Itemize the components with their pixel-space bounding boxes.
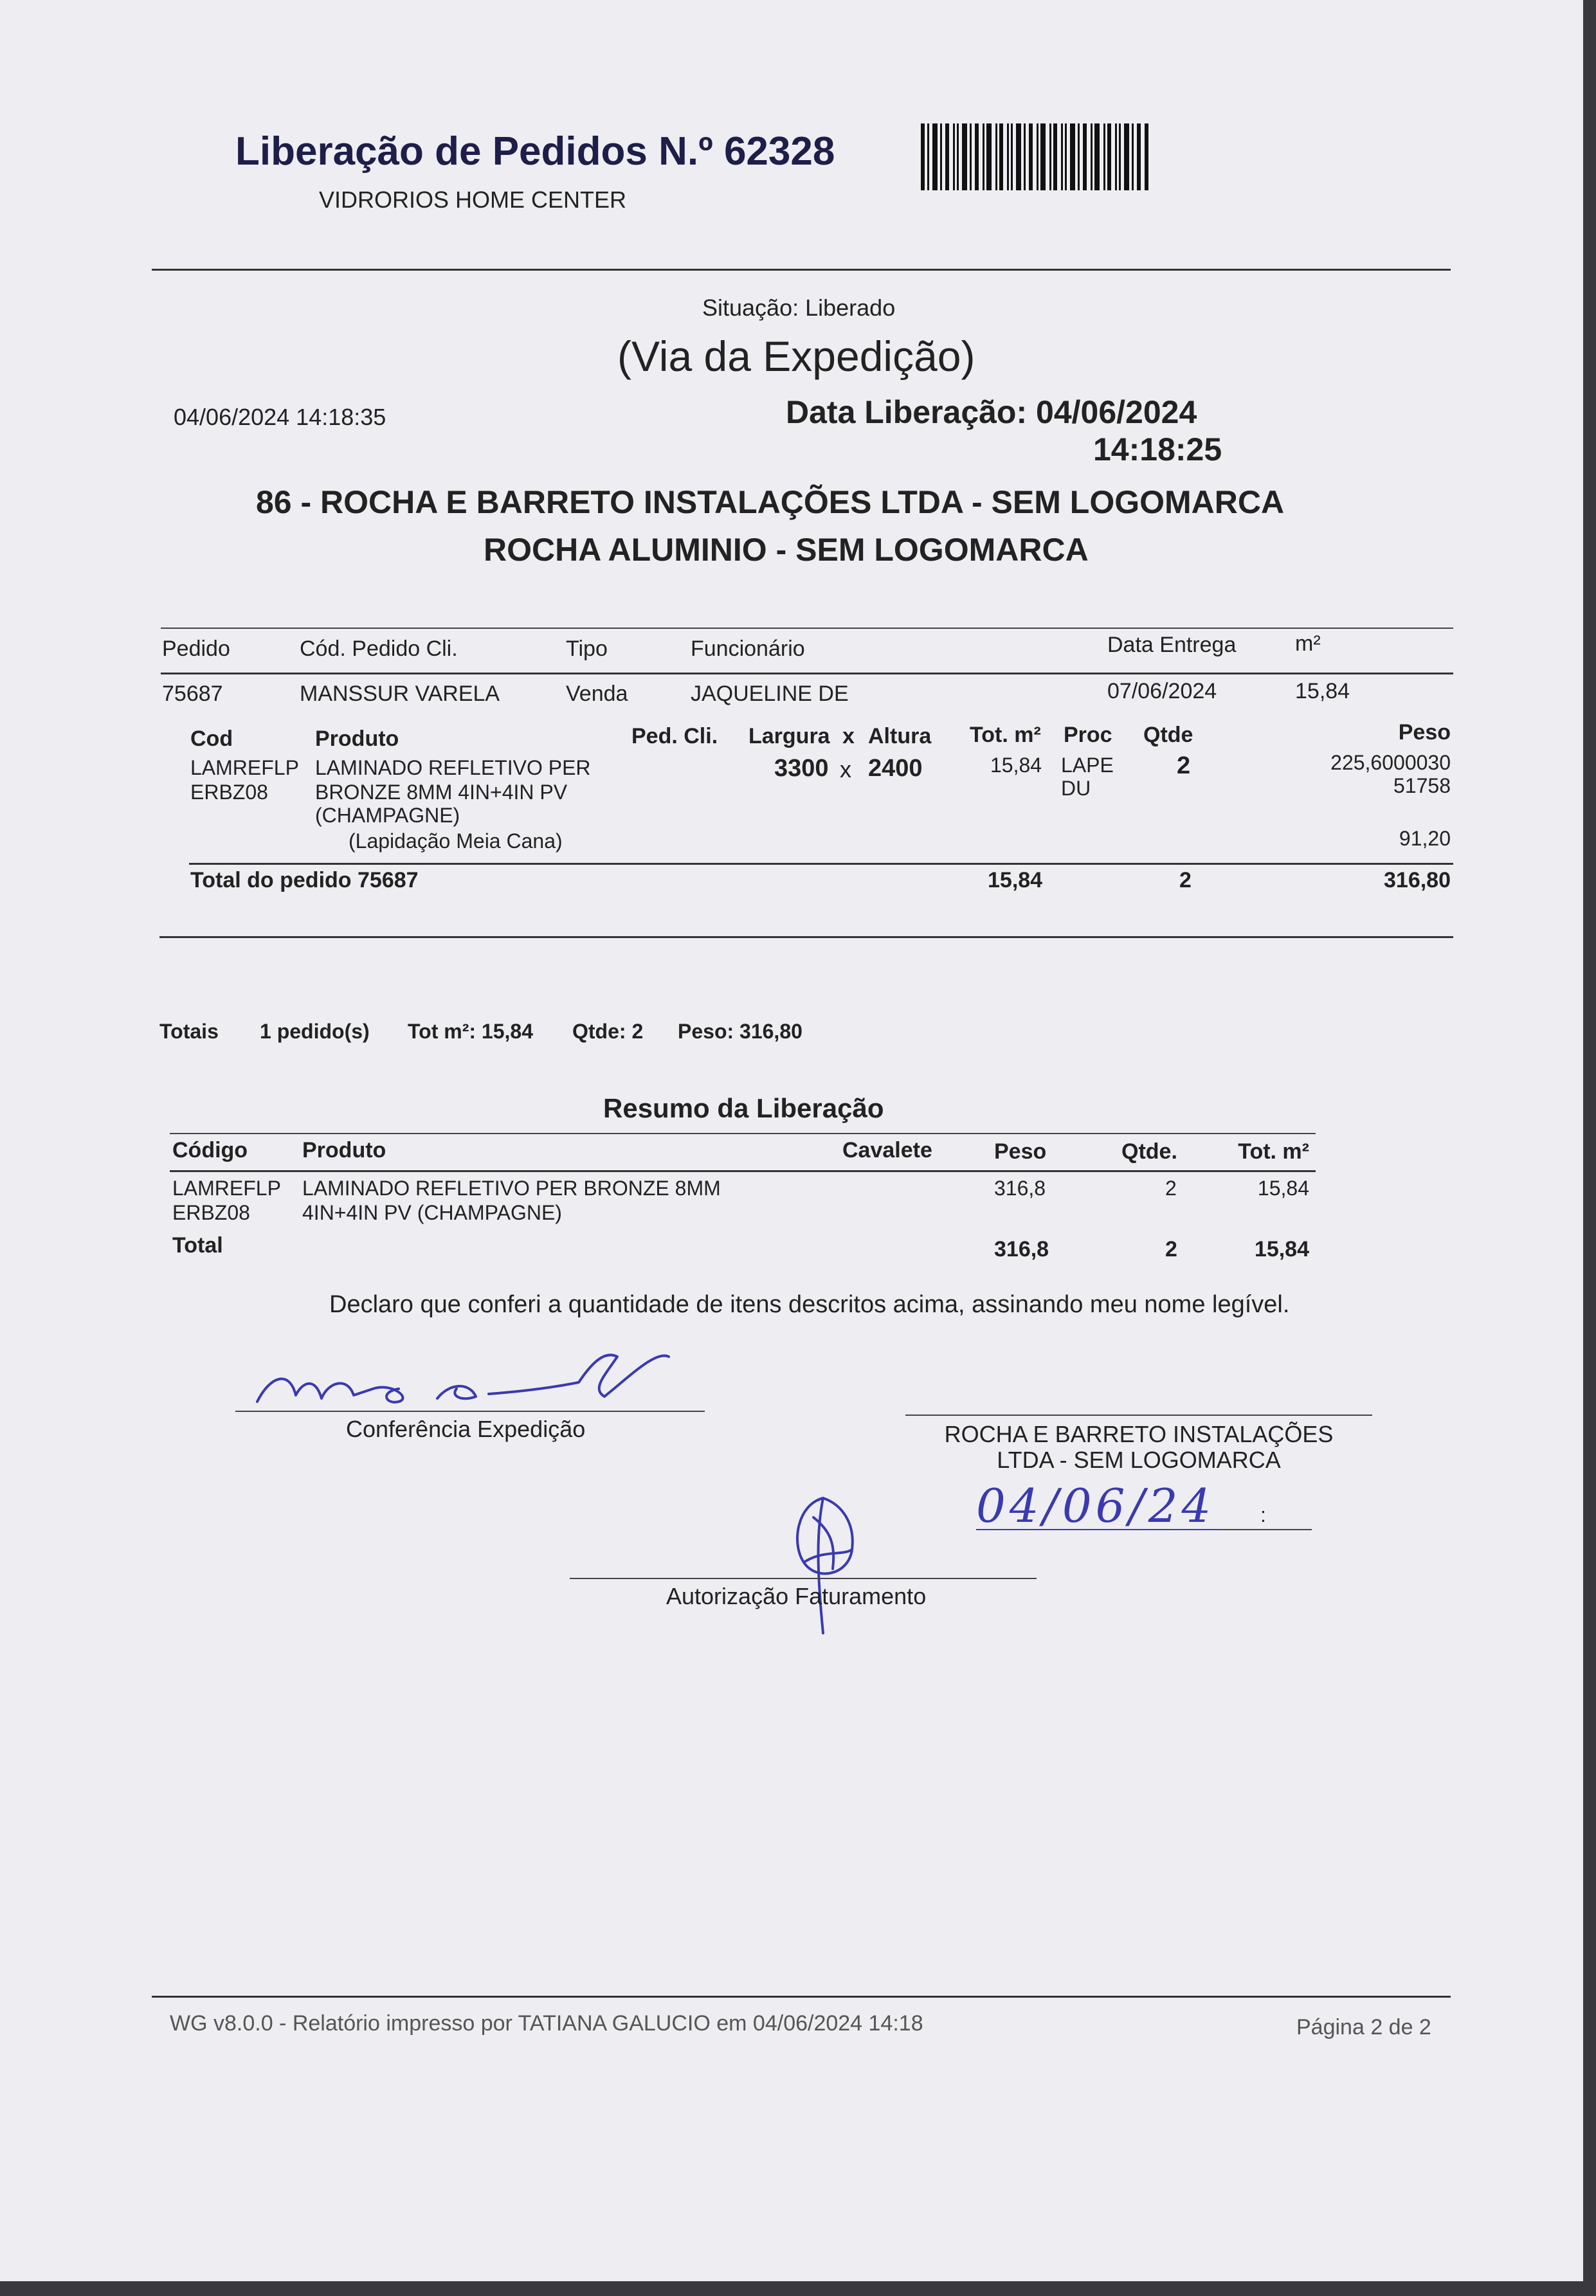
client-name: 86 - ROCHA E BARRETO INSTALAÇÕES LTDA - SEM LOGOMARCA [256, 484, 1285, 520]
footer-rule [152, 1996, 1451, 1998]
item-peso-line1: 225,6000030 [1330, 751, 1451, 774]
hora-liberacao: 14:18:25 [1093, 431, 1222, 467]
totals-label: Totais [159, 1020, 219, 1043]
item-cod-line1: LAMREFLP [190, 756, 299, 779]
totals-qtde: Qtde: 2 [572, 1020, 644, 1043]
items-col-peso: Peso [1398, 720, 1451, 745]
resumo-col-tot-m2: Tot. m² [1238, 1139, 1309, 1164]
resumo-peso: 316,8 [994, 1177, 1046, 1200]
col-funcionario: Funcionário [691, 637, 805, 661]
resumo-codigo-line1: LAMREFLP [172, 1177, 281, 1200]
situacao: Situação: Liberado [702, 294, 896, 321]
data-liberacao: Data Liberação: 04/06/2024 [786, 394, 1197, 430]
resumo-qtde: 2 [1165, 1177, 1177, 1200]
resumo-codigo-line2: ERBZ08 [172, 1201, 250, 1224]
order-total-qtde: 2 [1179, 868, 1192, 892]
resumo-top-rule [170, 1133, 1316, 1134]
client-signature-line [905, 1415, 1372, 1416]
items-col-ped-cli: Ped. Cli. [631, 724, 718, 748]
resumo-col-qtde: Qtde. [1121, 1139, 1177, 1164]
time-line [1222, 1529, 1312, 1530]
items-col-x: x [842, 724, 855, 748]
resumo-header-rule [170, 1170, 1316, 1172]
items-col-tot-m2: Tot. m² [970, 723, 1041, 747]
declaration-text: Declaro que conferi a quantidade de itens descritos acima, assinando meu nome legível. [329, 1291, 1290, 1318]
print-datetime: 04/06/2024 14:18:35 [174, 404, 386, 430]
resumo-total-label: Total [172, 1233, 223, 1258]
client-signature-name-1: ROCHA E BARRETO INSTALAÇÕES [944, 1421, 1334, 1447]
col-pedido: Pedido [162, 637, 230, 661]
item-x: x [840, 756, 851, 782]
conferencia-signature [244, 1337, 694, 1415]
resumo-produto-line2: 4IN+4IN PV (CHAMPAGNE) [302, 1201, 562, 1224]
order-total-label: Total do pedido 75687 [190, 868, 419, 892]
item-cod-line2: ERBZ08 [190, 781, 268, 804]
conferencia-line [235, 1411, 705, 1412]
item-processo-desc: (Lapidação Meia Cana) [349, 829, 563, 853]
resumo-produto-line1: LAMINADO REFLETIVO PER BRONZE 8MM [302, 1177, 721, 1200]
items-col-qtde: Qtde [1143, 723, 1193, 747]
items-bottom-rule [159, 936, 1453, 938]
item-peso-line2: 51758 [1393, 774, 1451, 797]
item-proc-line1: LAPE [1061, 754, 1114, 777]
cod-pedido-cli-value: MANSSUR VARELA [300, 682, 500, 706]
items-col-cod: Cod [190, 727, 233, 751]
resumo-col-codigo: Código [172, 1138, 248, 1162]
resumo-tot-m2: 15,84 [1257, 1177, 1309, 1200]
items-col-largura: Largura [748, 724, 830, 748]
item-peso-line3: 91,20 [1399, 827, 1451, 850]
totals-pedidos: 1 pedido(s) [260, 1020, 370, 1043]
resumo-title: Resumo da Liberação [603, 1093, 884, 1123]
client-trade-name: ROCHA ALUMINIO - SEM LOGOMARCA [484, 532, 1089, 568]
items-col-produto: Produto [315, 727, 399, 751]
order-total-peso: 316,80 [1384, 868, 1451, 892]
handwritten-date-underline [976, 1529, 1233, 1530]
col-tipo: Tipo [566, 637, 608, 661]
col-cod-pedido-cli: Cód. Pedido Cli. [300, 637, 458, 661]
items-col-altura: Altura [868, 724, 932, 748]
resumo-total-peso: 316,8 [994, 1237, 1049, 1261]
tipo-value: Venda [566, 682, 628, 706]
conferencia-label: Conferência Expedição [346, 1416, 586, 1442]
item-qtde: 2 [1177, 752, 1191, 779]
totals-peso: Peso: 316,80 [678, 1020, 803, 1043]
totals-tot-m2: Tot m²: 15,84 [408, 1020, 533, 1043]
order-table-top-rule [161, 628, 1453, 629]
resumo-total-qtde: 2 [1165, 1237, 1177, 1261]
resumo-col-cavalete: Cavalete [842, 1138, 932, 1162]
order-table-header-rule [161, 673, 1453, 674]
col-data-entrega: Data Entrega [1107, 633, 1237, 657]
items-col-proc: Proc [1064, 723, 1112, 747]
resumo-col-peso: Peso [994, 1139, 1047, 1164]
autorizacao-line [570, 1578, 1037, 1579]
document-title: Liberação de Pedidos N.º 62328 [235, 129, 835, 174]
header-divider [152, 269, 1451, 271]
autorizacao-signature [778, 1492, 868, 1640]
item-produto-line2: BRONZE 8MM 4IN+4IN PV [315, 781, 568, 804]
company-name: VIDRORIOS HOME CENTER [319, 186, 627, 213]
item-produto-line1: LAMINADO REFLETIVO PER [315, 756, 591, 779]
item-proc-line2: DU [1061, 777, 1091, 800]
order-total-m2: 15,84 [988, 868, 1043, 892]
autorizacao-label: Autorização Faturamento [666, 1583, 927, 1609]
barcode [921, 123, 1151, 190]
item-total-rule [189, 863, 1453, 865]
item-largura: 3300 [774, 755, 829, 782]
client-signature-name-2: LTDA - SEM LOGOMARCA [997, 1447, 1281, 1473]
m2-value: 15,84 [1295, 679, 1350, 703]
funcionario-value: JAQUELINE DE [691, 682, 849, 706]
data-entrega-value: 07/06/2024 [1107, 679, 1217, 703]
item-tot-m2: 15,84 [990, 754, 1042, 777]
time-placeholder: : [1260, 1503, 1266, 1526]
resumo-total-tot-m2: 15,84 [1254, 1237, 1309, 1261]
pedido-value: 75687 [162, 682, 223, 706]
resumo-col-produto: Produto [302, 1138, 386, 1162]
page-number: Página 2 de 2 [1296, 2015, 1431, 2039]
item-altura: 2400 [868, 755, 923, 782]
handwritten-date: 04/06/24 [976, 1479, 1215, 1533]
col-m2: m² [1295, 631, 1321, 656]
item-produto-line3: (CHAMPAGNE) [315, 804, 460, 827]
via-label: (Via da Expedição) [617, 332, 975, 380]
footer-report-info: WG v8.0.0 - Relatório impresso por TATIANA GALUCIO em 04/06/2024 14:18 [170, 2011, 923, 2036]
